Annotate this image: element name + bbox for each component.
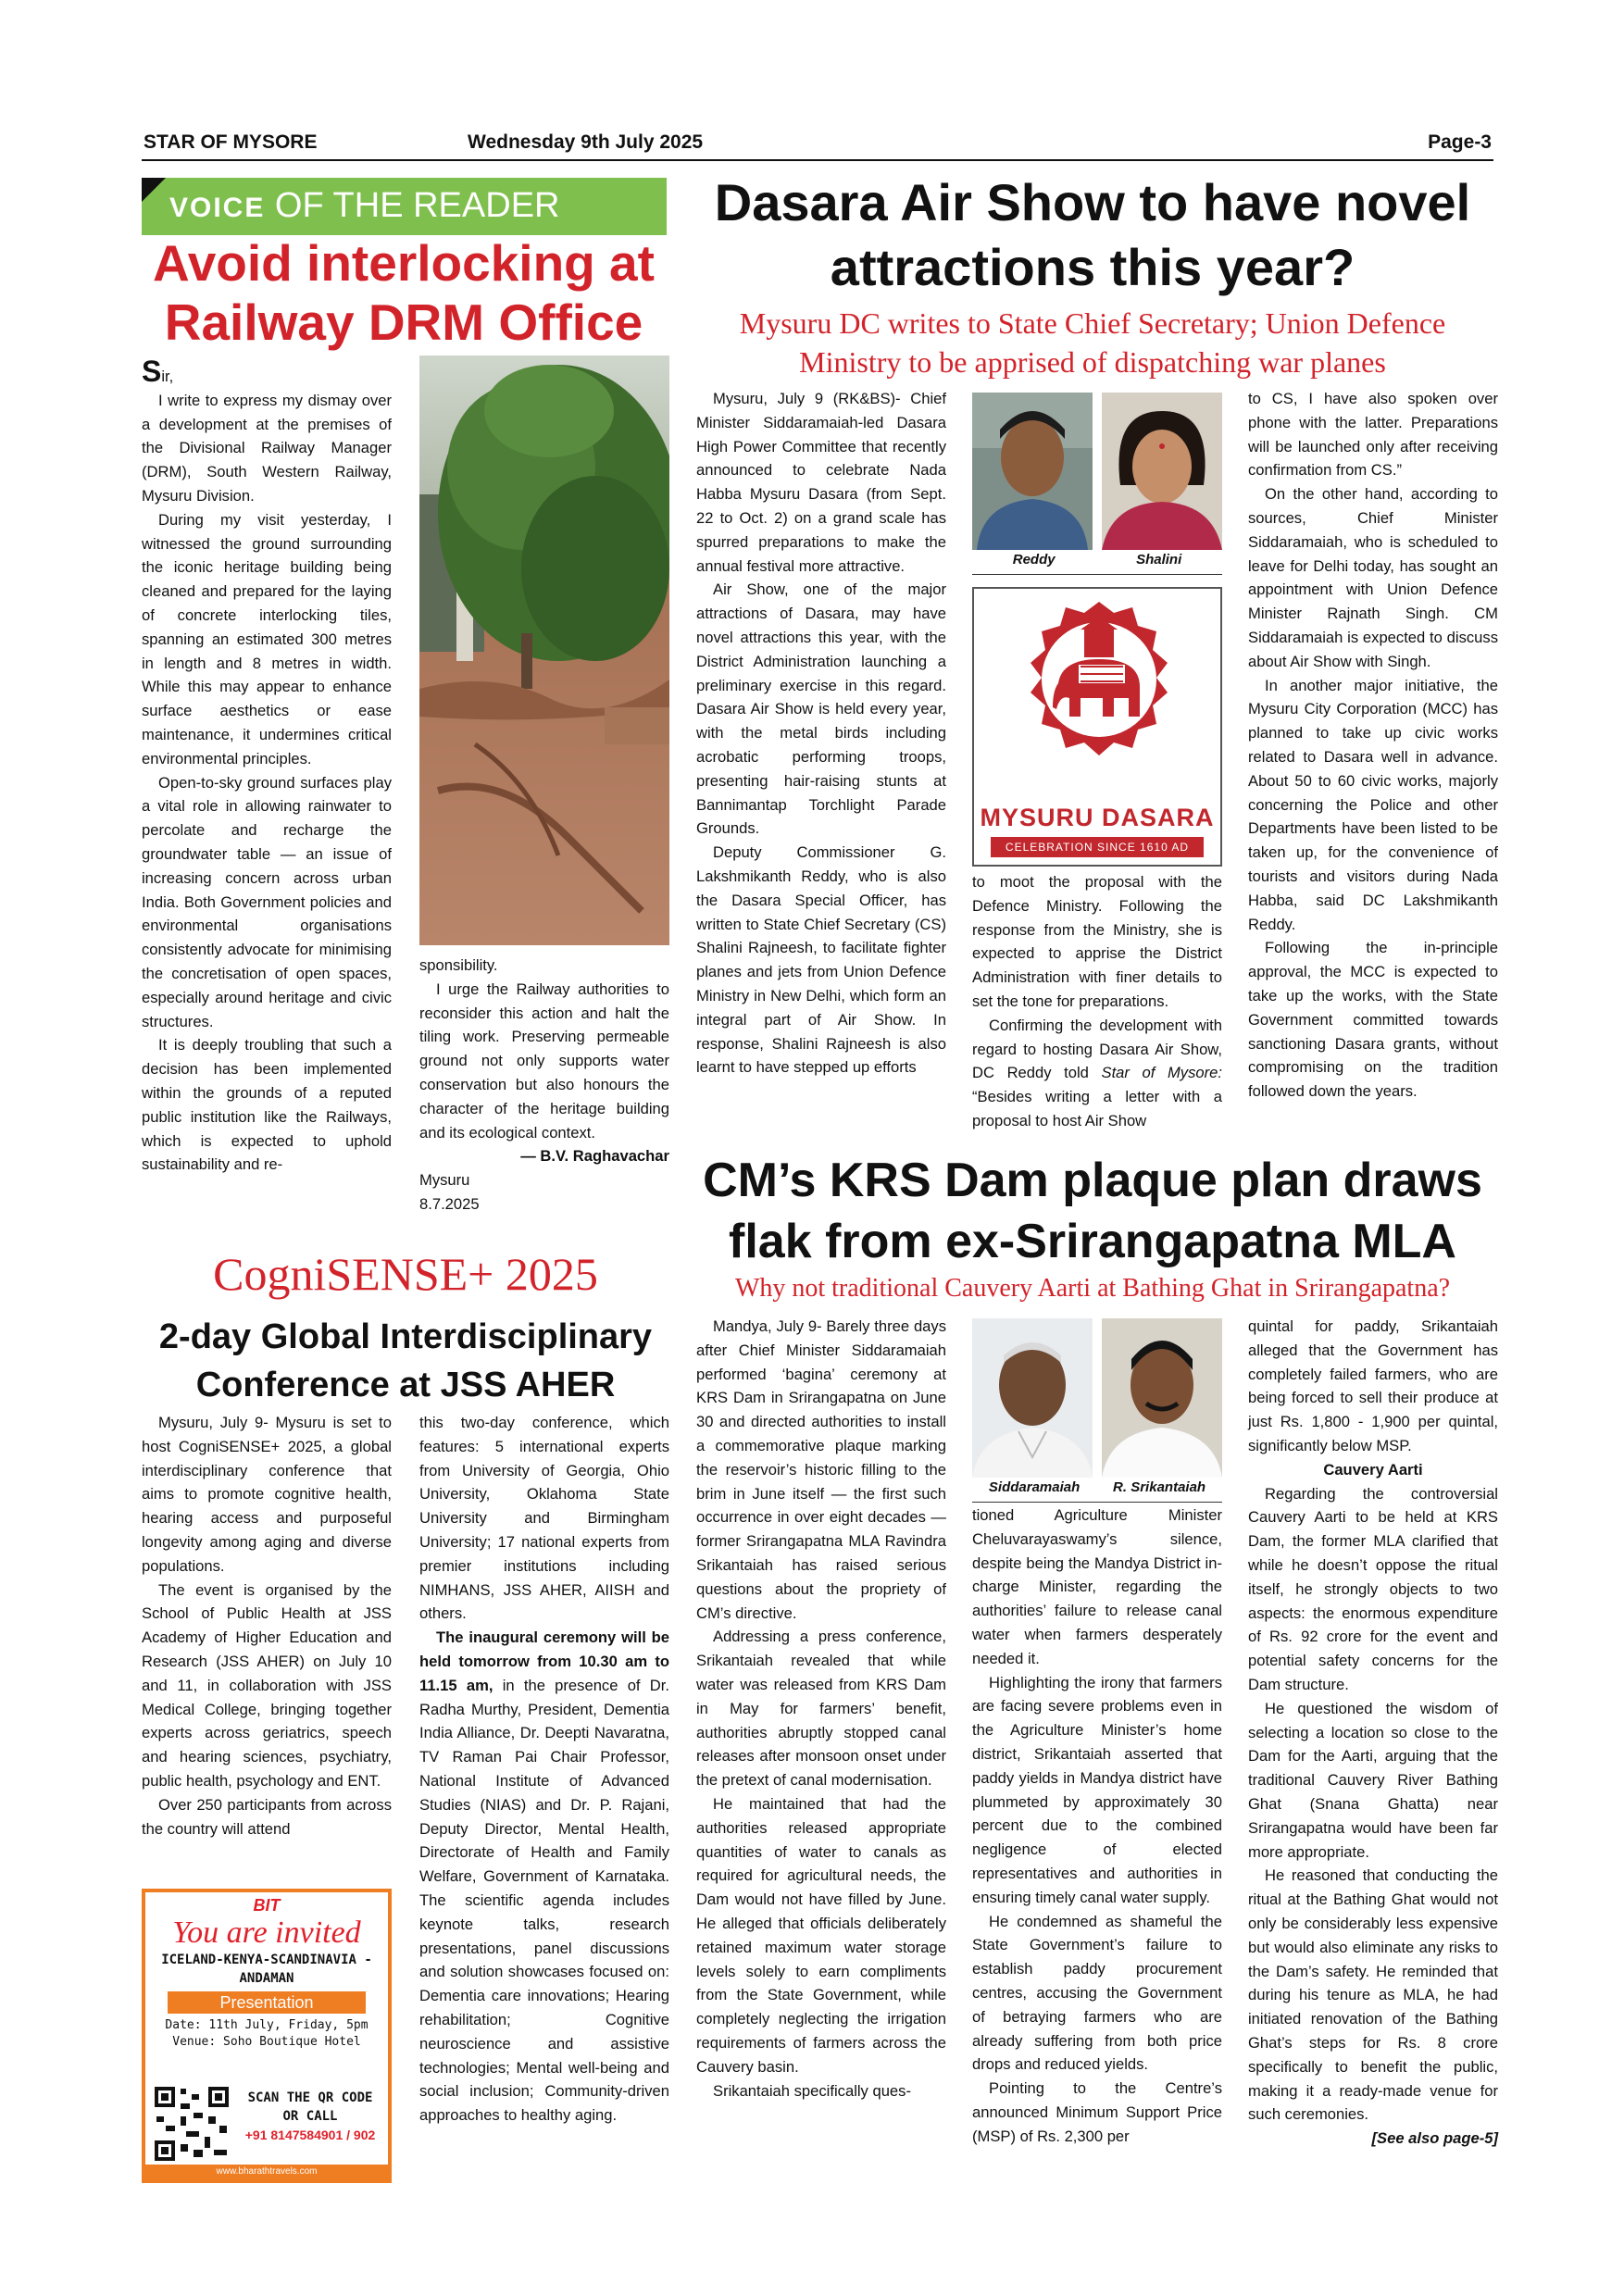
krs-col-3: [1248, 1315, 1498, 2151]
dasara-quote-intro: Confirming the development with regard to hosting Dasara Air Show, DC Reddy told: [972, 1016, 1222, 1082]
dasara-caption-row: [972, 552, 1222, 575]
drop-initial: S: [142, 355, 162, 388]
dasara-elephant-icon: [1025, 598, 1173, 783]
krs-headline: CM’s KRS Dam plaque plan draws flak from ex-Srirangapatna MLA: [703, 1154, 1482, 1268]
ad-website[interactable]: www.bharathtravels.com: [145, 2165, 388, 2179]
issue-date: Wednesday 9th July 2025: [468, 131, 704, 153]
voice-para: Open-to-sky ground surfaces play a vital role in allowing rainwater to percolate and recharge the groundwater table — an issue of increasing concern across urban India. Both Government policies and environmental organisations consistently advocate for minimising the concretisation of open spaces, especially around heritage and civic structures.: [142, 773, 392, 1030]
cognisense-para: Over 250 participants from across the country will attend: [142, 1795, 392, 1838]
banner-corner-mark: [142, 178, 166, 202]
ad-date: Date: 11th July, Friday, 5pm: [165, 2018, 369, 2032]
dasara-para: Following the in-principle approval, the MCC is expected to take up the works, with the State Government committed towards sanctioning Dasara grants, without compromising on the tradition followed down the years.: [1248, 939, 1498, 1101]
voice-para: I write to express my dismay over a development at the premises of the Divisional Railway Manager (DRM), South Western Railway, Mysuru Division.: [142, 391, 392, 505]
krs-para: Pointing to the Centre’s announced Minimum Support Price (MSP) of Rs. 2,300 per: [972, 2079, 1222, 2145]
ad-phone[interactable]: +91 8147584901 / 902: [244, 2128, 376, 2142]
travel-ad[interactable]: [142, 1889, 392, 2183]
dasara-para: In another major initiative, the Mysuru City Corporation (MCC) has planned to take up civic works related to Dasara well in advance. About 50 to 60 civic works, majorly concerning the Police and other Departments have been listed to be taken up, for the convenience of tourists and visitors during Nada Habba, said DC Lakshmikanth Reddy.: [1248, 676, 1498, 933]
salutation: ir,: [161, 368, 174, 385]
krs-para: Highlighting the irony that farmers are facing severe problems even in the Agriculture Minister’s home district, Srikantaiah asserted that paddy yields in Mandya district have plummeted by approximately 30 percent due to the combined negligence of elected representatives and authorities in ensuring timely canal water supply.: [972, 1673, 1222, 1906]
krs-para: He questioned the wisdom of selecting a location so close to the Dam for the Aarti, arguing that the traditional Cauvery River Bathing Ghat (Snana Ghatta) near Srirangapatna would have been far more appropriate.: [1248, 1699, 1498, 1861]
cognisense-title: CogniSENSE+ 2025: [213, 1248, 598, 1300]
voice-para: It is deeply troubling that such a decision has been implemented within the grounds of a reputed public institution like the Railways, which is expected to uphold sustainability and re-: [142, 1036, 392, 1174]
dasara-para: Mysuru, July 9 (RK&BS)- Chief Minister Siddaramaiah-led Dasara High Power Committee that recently announced to celebrate Nada Habba Mysuru Dasara (from Sept. 22 to Oct. 2) on a grand scale has spurred preparations to make the annual festival more attractive.: [696, 390, 946, 575]
caption-srikantaiah: R. Srikantaiah: [1113, 1479, 1206, 1495]
mysuru-dasara-logo: [972, 587, 1222, 867]
letter-place: Mysuru: [419, 1171, 470, 1190]
krs-caption-row: [972, 1479, 1222, 1503]
cognisense-continued: this two-day conference, which features: 5 international experts from University of Georgia, Ohio University, Oklahoma State University and Birmingham University; 17 national experts from premier institutions including NIMHANS, JSS AHER, AIISH and others.: [419, 1414, 669, 1623]
voice-banner: [142, 178, 667, 235]
caption-reddy: Reddy: [1012, 552, 1056, 568]
voice-para: I urge the Railway authorities to reconsider this action and halt the tiling work. Preserving permeable ground not only supports water conservation but also honours the character of the heritage building and its ecological context.: [419, 980, 669, 1142]
ad-destinations: ICELAND-KENYA-SCANDINAVIA -ANDAMAN: [161, 1953, 372, 1986]
dasara-col-3: [1248, 387, 1498, 1104]
voice-tag-bold: VOICE: [169, 193, 266, 223]
voice-col-2: [419, 954, 669, 1217]
cognisense-col-2: [419, 1411, 669, 2128]
dasara-logo-title: MYSURU DASARA: [980, 804, 1215, 831]
letter-signature: — B.V. Raghavachar: [520, 1147, 669, 1166]
srikantaiah-photo: [1102, 1318, 1222, 1478]
ad-invite: You are invited: [172, 1915, 361, 1950]
krs-para: He maintained that had the authorities released appropriate quantities of water to canals as required for agricultural needs, the Dam would not have filled by June. He alleged that officials deliberately retained maximum water storage levels solely to earn compliments from the State Government, while completely neglecting the irrigation requirements of farmers across the Cauvery basin.: [696, 1794, 946, 2076]
dasara-subhead: Mysuru DC writes to State Chief Secretary; Union Defence Ministry to be apprised of dispatching war planes: [739, 306, 1446, 379]
krs-para: Srikantaiah specifically ques-: [713, 2081, 911, 2100]
krs-subheading: Cauvery Aarti: [1323, 1460, 1423, 1479]
dasara-continued: to moot the proposal with the Defence Ministry. Following the response from the Ministry, she is expected to apprise the District Administration with finer details to set the tone for preparations.: [972, 873, 1222, 1010]
cognisense-headline: 2-day Global Interdisciplinary Conference at JSS AHER: [158, 1317, 653, 1404]
dasara-para: Deputy Commissioner G. Lakshmikanth Reddy, who is also the Dasara Special Officer, has written to State Chief Secretary (CS) Shalini Rajneesh, to facilitate fighter planes and jets from Union Defence Ministry in New Delhi, which form an integral part of Air Show. In response, Shalini Rajneesh is also learnt to have stepped up efforts: [696, 843, 946, 1077]
dasara-quote-start: “Besides writing a letter with a proposal to host Air Show: [972, 1088, 1222, 1129]
ad-brand-logo: BIT: [253, 1896, 281, 1915]
shalini-photo: [1102, 393, 1222, 550]
dasara-col-2: [972, 870, 1222, 1133]
cognisense-col-1: [142, 1411, 392, 1841]
krs-para: Mandya, July 9- Barely three days after Chief Minister Siddaramaiah performed ‘bagina’ ceremony at KRS Dam in Srirangapatna on June 30 and directed authorities to install a commemorative plaque marking the reservoir’s historic filling to the brim in June itself — the first such occurrence in over eight decades — former Srirangapatna MLA Ravindra Srikantaiah has raised serious questions about the propriety of CM’s directive.: [696, 1317, 946, 1622]
caption-siddaramaiah: Siddaramaiah: [988, 1479, 1081, 1495]
krs-para: Addressing a press conference, Srikantaiah revealed that while water was released from KRS Dam in May for farmers’ benefit, authorities abruptly stopped canal releases after monsoon onset under the pretext of canal modernisation.: [696, 1628, 946, 1790]
dasara-col-1: [696, 387, 946, 1079]
inaugural-detail: in the presence of Dr. Radha Murthy, President, Dementia India Alliance, Dr. Deepti Navaratna, TV Raman Pai Chair Professor, National Institute of Advanced Studies (NIAS) and Dr. P. Rajani, Deputy Director, Mental Health, Directorate of Health and Family Welfare, Government of Karnataka. The scientific agenda includes keynote talks, research presentations, panel discussions and solution showcases focused on: Dementia care innovations; Hearing rehabilitation; Cognitive neuroscience and assistive technologies; Mental well-being and social inclusion; Community-driven approaches to healthy aging.: [419, 1676, 669, 2125]
inaugural-note: The inaugural ceremony will be held tomorrow from 10.30 am to 11.15 am,: [419, 1628, 669, 1694]
krs-para: Regarding the controversial Cauvery Aarti to be held at KRS Dam, the former MLA clarified that while he doesn’t oppose the ritual itself, he strongly objects to two aspects: the enormous expenditure of Rs. 92 crore for the event and potential safety concerns for the Dam structure.: [1248, 1484, 1498, 1693]
voice-col-1: [142, 357, 392, 1177]
krs-para: He reasoned that conducting the ritual at the Bathing Ghat would not only be considerably less expensive but would also eliminate any risks to the Dam’s safety. He reminded that during his tenure as MLA, he had initiated renovation of the Bathing Ghat’s steps for Rs. 8 crore specifically to benefit the public, making it a ready-made venue for such ceremonies.: [1248, 1866, 1498, 2124]
cognisense-para: Mysuru, July 9- Mysuru is set to host CogniSENSE+ 2025, a global interdisciplinary conference that aims to promote cognitive health, hearing access and purposeful longevity among aging and diverse populations.: [142, 1414, 392, 1575]
krs-continued: quintal for paddy, Srikantaiah alleged that the Government has completely failed farmers, who are being forced to sell their produce at just Rs. 1,800 - 1,900 per quintal, significantly below MSP.: [1248, 1317, 1498, 1454]
see-also-link[interactable]: [See also page-5]: [1371, 2129, 1498, 2148]
masthead-rule: [142, 159, 1493, 161]
krs-col-1: [696, 1315, 946, 2103]
krs-col-2: [972, 1504, 1222, 2149]
krs-subhead: Why not traditional Cauvery Aarti at Bathing Ghat in Srirangapatna?: [734, 1274, 1451, 1303]
siddaramaiah-photo: [972, 1318, 1093, 1478]
cognisense-para: The event is organised by the School of Public Health at JSS Academy of Higher Education and Research (JSS AHER) on July 10 and 11, in collaboration with JSS Medical College, bringing together experts across geriatrics, speech and hearing sciences, psychiatry, public health, psychology and ENT.: [142, 1580, 392, 1790]
page-number: Page-3: [1428, 131, 1492, 153]
railway-grounds-photo: [419, 356, 669, 945]
dasara-para: to CS, I have also spoken over phone with the latter. Preparations will be launched only after receiving confirmation from CS.”: [1248, 390, 1498, 480]
dasara-logo-sub: CELEBRATION SINCE 1610 AD: [991, 837, 1204, 857]
voice-continued: sponsibility.: [419, 956, 498, 974]
paper-ref: Star of Mysore:: [1101, 1064, 1222, 1082]
voice-tag-rest: OF THE READER: [265, 186, 560, 225]
railway-photo-image: [419, 356, 669, 945]
voice-headline: Avoid interlocking at Railway DRM Office: [153, 234, 655, 351]
caption-shalini: Shalini: [1136, 552, 1182, 568]
voice-para: During my visit yesterday, I witnessed the ground surrounding the iconic heritage building being cleaned and prepared for the laying of concrete interlocking tiles, spanning an estimated 300 metres in length and 8 metres in width. While this may appear to enhance surface aesthetics or ease maintenance, it undermines critical environmental principles.: [142, 510, 392, 767]
dasara-para: On the other hand, according to sources, Chief Minister Siddaramaiah, who is scheduled to leave for Delhi today, has sought an appointment with Union Defence Minister Rajnath Singh. CM Siddaramaiah is expected to discuss about Air Show with Singh.: [1248, 485, 1498, 670]
dasara-para: Air Show, one of the major attractions of Dasara, may have novel attractions this year, with the District Administration launching a preliminary exercise in this regard. Dasara Air Show is held every year, with the metal birds including acrobatic performing troops, presenting hair-raising stunts at Bannimantap Torchlight Parade Grounds.: [696, 580, 946, 838]
krs-continued: tioned Agriculture Minister Cheluvarayaswamy’s silence, despite being the Mandya District in-charge Minister, regarding the authorities’ failure to release canal water when farmers desperately needed it.: [972, 1506, 1222, 1667]
paper-name: STAR OF MYSORE: [144, 131, 318, 153]
letter-date: 8.7.2025: [419, 1194, 480, 1213]
ad-venue: Venue: Soho Boutique Hotel: [172, 2035, 361, 2049]
dasara-headline: Dasara Air Show to have novel attractions this year?: [714, 173, 1471, 296]
krs-para: He condemned as shameful the State Government’s failure to establish paddy procurement centres, accusing the Government of betraying farmers who are already suffering from both price drops and reduced yields.: [972, 1912, 1222, 2074]
ad-presentation-badge: Presentation: [168, 1991, 366, 2014]
qr-code-icon[interactable]: [153, 2085, 231, 2163]
ad-scan-text: SCAN THE QR CODE OR CALL: [247, 2090, 373, 2124]
reddy-photo: [972, 393, 1093, 550]
